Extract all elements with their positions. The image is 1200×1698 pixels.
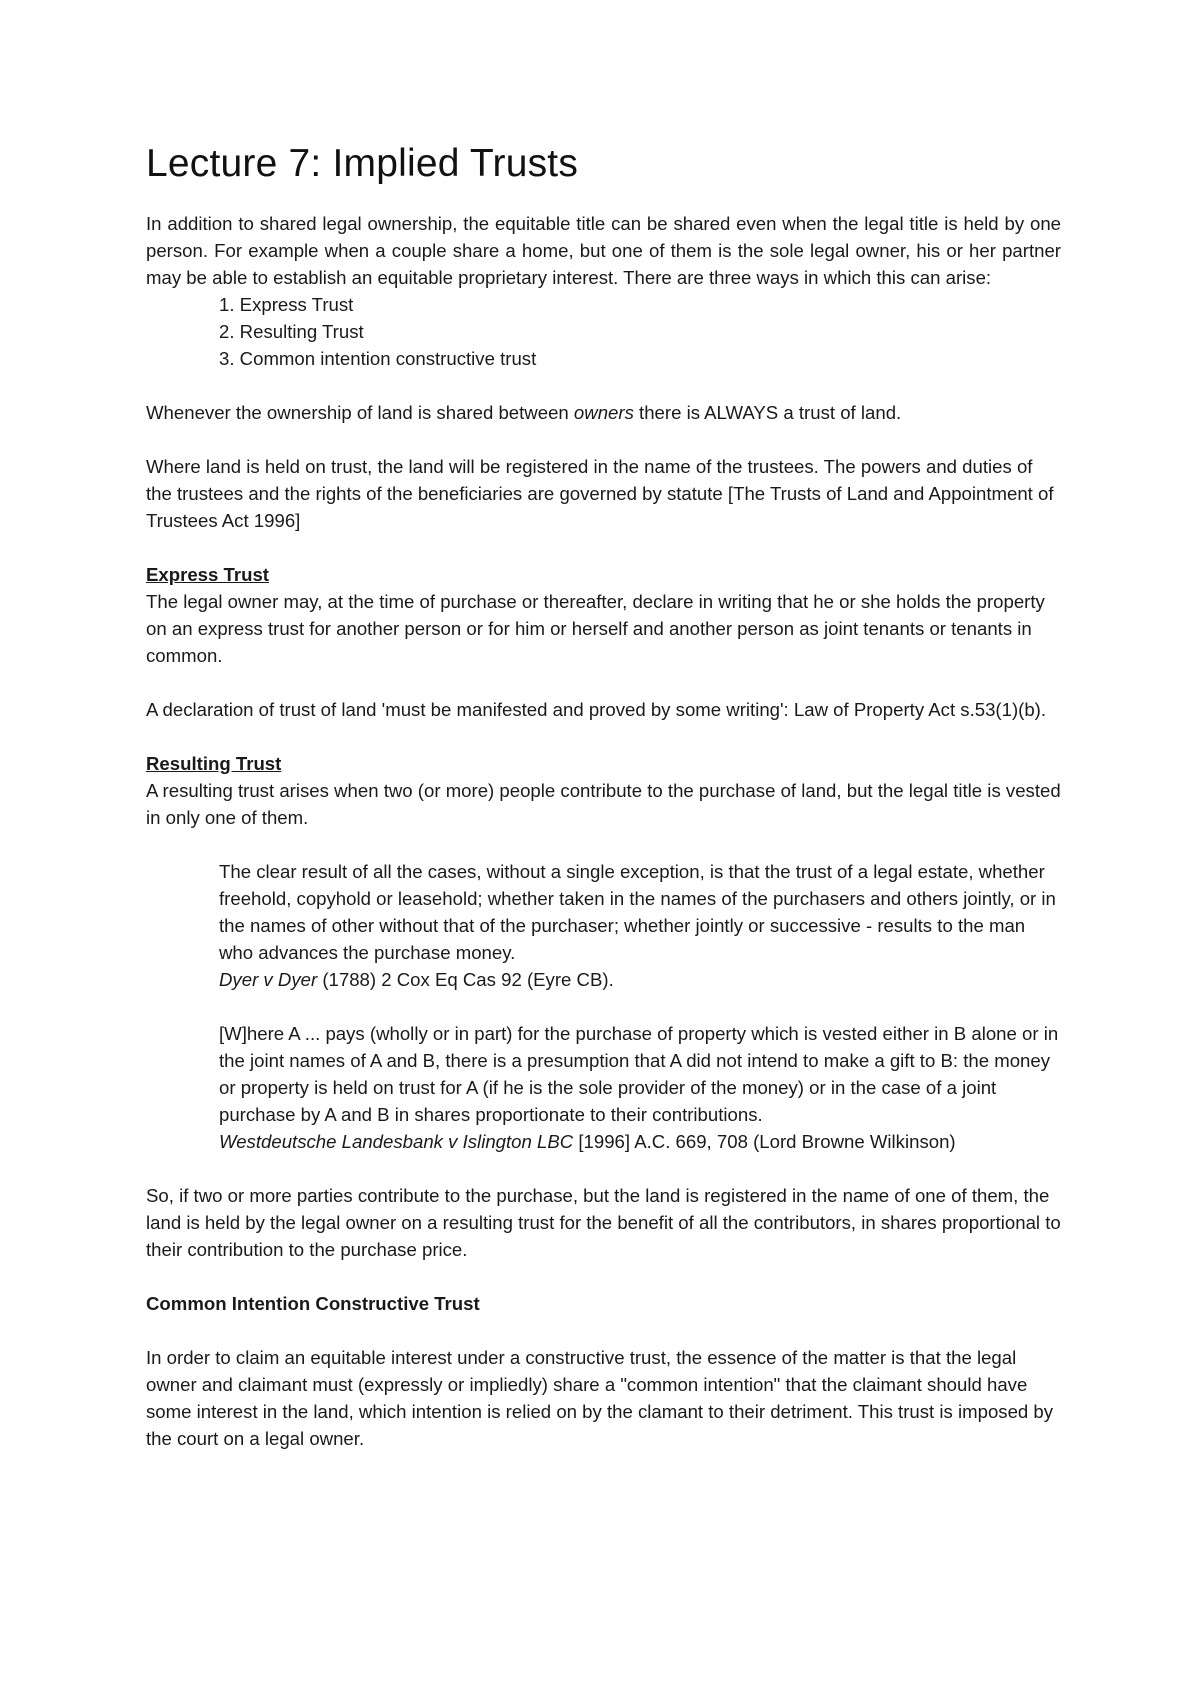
resulting-trust-body: A resulting trust arises when two (or more) people contribute to the purchase of land, but the legal title is vested in only one of them. bbox=[146, 780, 1061, 828]
always-text-before: Whenever the ownership of land is shared between bbox=[146, 402, 574, 423]
quote-dyer-text: The clear result of all the cases, without a single exception, is that the trust of a legal estate, whether freehold, copyhold or leasehold; whether taken in the names of the purchasers and others jointly, or in the names of other without that of the purchaser; whether jointly or successive - results to the man who advances the purchase money. bbox=[219, 861, 1056, 963]
page-title: Lecture 7: Implied Trusts bbox=[146, 142, 579, 185]
quote-dyer-citation bbox=[219, 966, 1061, 993]
express-trust-heading: Express Trust bbox=[146, 564, 269, 585]
intro-paragraph: In addition to shared legal ownership, the equitable title can be shared even when the legal title is held by one person. For example when a couple share a home, but one of them is the sole legal owner, his or her partner may be able to establish an equitable proprietary interest. There are three ways in which this can arise: bbox=[146, 213, 1061, 288]
quote-westdeutsche-text: [W]here A ... pays (wholly or in part) for the purchase of property which is vested either in B alone or in the joint names of A and B, there is a presumption that A did not intend to make a gift to B: the money or property is held on trust for A (if he is the sole provider of the money) or in the case of a joint purchase by A and B in shares proportionate to their contributions. bbox=[219, 1023, 1059, 1125]
quote-westdeutsche-citation bbox=[219, 1128, 1061, 1155]
quote-westdeutsche bbox=[146, 1020, 1061, 1155]
resulting-conclusion: So, if two or more parties contribute to the purchase, but the land is registered in the name of one of them, the land is held by the legal owner on a resulting trust for the benefit of all the contributors, in shares proportional to their contribution to the purchase price. bbox=[146, 1185, 1061, 1260]
constructive-trust-body: In order to claim an equitable interest under a constructive trust, the essence of the matter is that the legal owner and claimant must (expressly or impliedly) share a "common intention" that the claimant should have some interest in the land, which intention is relied on by the clamant to their detriment. This trust is imposed by the court on a legal owner. bbox=[146, 1347, 1054, 1449]
list-item: 3. Common intention constructive trust bbox=[219, 348, 537, 369]
resulting-trust-heading: Resulting Trust bbox=[146, 753, 282, 774]
list-item: 1. Express Trust bbox=[219, 294, 354, 315]
ways-list bbox=[146, 291, 1061, 372]
quote-dyer bbox=[146, 858, 1061, 993]
constructive-trust-heading: Common Intention Constructive Trust bbox=[146, 1293, 480, 1314]
case-name-dyer: Dyer v Dyer bbox=[219, 969, 318, 990]
list-item: 2. Resulting Trust bbox=[219, 321, 364, 342]
always-trust-paragraph bbox=[146, 399, 1061, 426]
case-name-westdeutsche: Westdeutsche Landesbank v Islington LBC bbox=[219, 1131, 574, 1152]
citation-westdeutsche: [1996] A.C. 669, 708 (Lord Browne Wilkinson) bbox=[573, 1131, 956, 1152]
declaration-paragraph: A declaration of trust of land 'must be manifested and proved by some writing': Law of Property Act s.53(1)(b). bbox=[146, 699, 1047, 720]
document-page bbox=[146, 140, 1061, 1452]
citation-dyer: (1788) 2 Cox Eq Cas 92 (Eyre CB). bbox=[317, 969, 614, 990]
express-trust-body: The legal owner may, at the time of purchase or thereafter, declare in writing that he or she holds the property on an express trust for another person or for him or herself and another person as joint tenants or tenants in common. bbox=[146, 591, 1045, 666]
always-emphasis: owners bbox=[573, 402, 634, 423]
held-on-trust-paragraph: Where land is held on trust, the land will be registered in the name of the trustees. The powers and duties of the trustees and the rights of the beneficiaries are governed by statute [The Trusts of Land and Appointment of Trustees Act 1996] bbox=[146, 456, 1054, 531]
always-text-after: there is ALWAYS a trust of land. bbox=[633, 402, 902, 423]
